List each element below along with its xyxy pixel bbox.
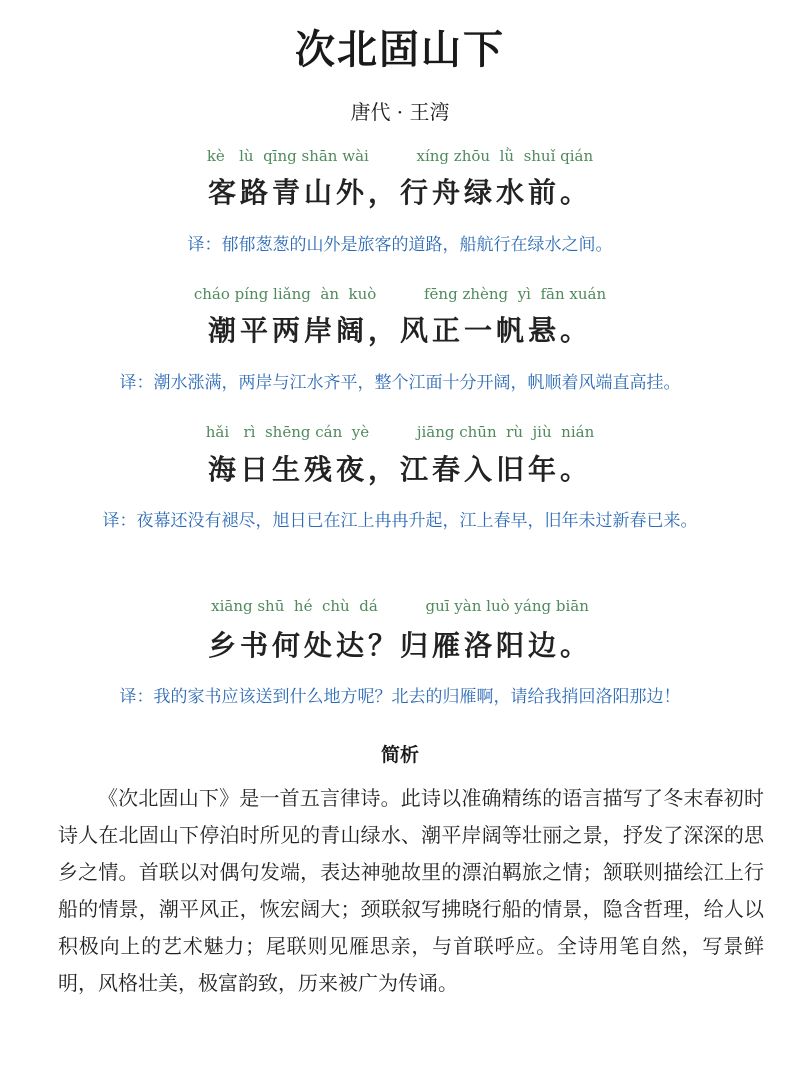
analysis-paragraph: 《次北固山下》是一首五言律诗。此诗以准确精练的语言描写了冬末春初时诗人在北固山下停泊时所见的青山绿水、潮平岸阔等壮丽之景，抒发了深深的思乡之情。首联以对偶句发端，表达神驰故里的漂泊羁旅之情；颔联则描绘江上行船的情景，潮平风正，恢宏阔大；颈联叙写拂晓行船的情景，隐含哲理，给人以积极向上的艺术魅力；尾联则见雁思亲，与首联呼应。全诗用笔自然，写景鲜明，风格壮美，极富韵致，历来被广为传诵。: [58, 786, 764, 995]
poem-author: 唐代 · 王湾: [350, 100, 450, 124]
translation-4: 译：我的家书应该送到什么地方呢？北去的归雁啊，请给我捎回洛阳那边！: [119, 687, 681, 707]
translation-2: 译：潮水涨满，两岸与江水齐平，整个江面十分开阔，帆顺着风端直高挂。: [119, 373, 681, 393]
pinyin-line-3: hǎi rì shēng cán yè jiāng chūn rù jiù nián: [205, 423, 595, 441]
pinyin-line-2: cháo píng liǎng àn kuò fēng zhèng yì fān xuán: [193, 285, 607, 303]
poem-title: 次北固山下: [295, 26, 505, 73]
poem-line-3: 海日生残夜，江春入旧年。: [207, 453, 592, 486]
poem-line-1: 客路青山外，行舟绿水前。: [207, 176, 592, 209]
pinyin-line-4: xiāng shū hé chù dá guī yàn luò yáng biān: [211, 597, 589, 615]
translation-3: 译：夜幕还没有褪尽，旭日已在江上冉冉升起，江上春早，旧年未过新春已来。: [102, 511, 698, 531]
pinyin-line-1: kè lù qīng shān wài xíng zhōu lǜ shuǐ qián: [206, 147, 594, 165]
analysis-heading: 简析: [380, 744, 419, 766]
translation-1: 译：郁郁葱葱的山外是旅客的道路，船航行在绿水之间。: [187, 235, 613, 255]
poem-line-2: 潮平两岸阔，风正一帆悬。: [207, 314, 592, 347]
poem-line-4: 乡书何处达？归雁洛阳边。: [207, 629, 592, 662]
